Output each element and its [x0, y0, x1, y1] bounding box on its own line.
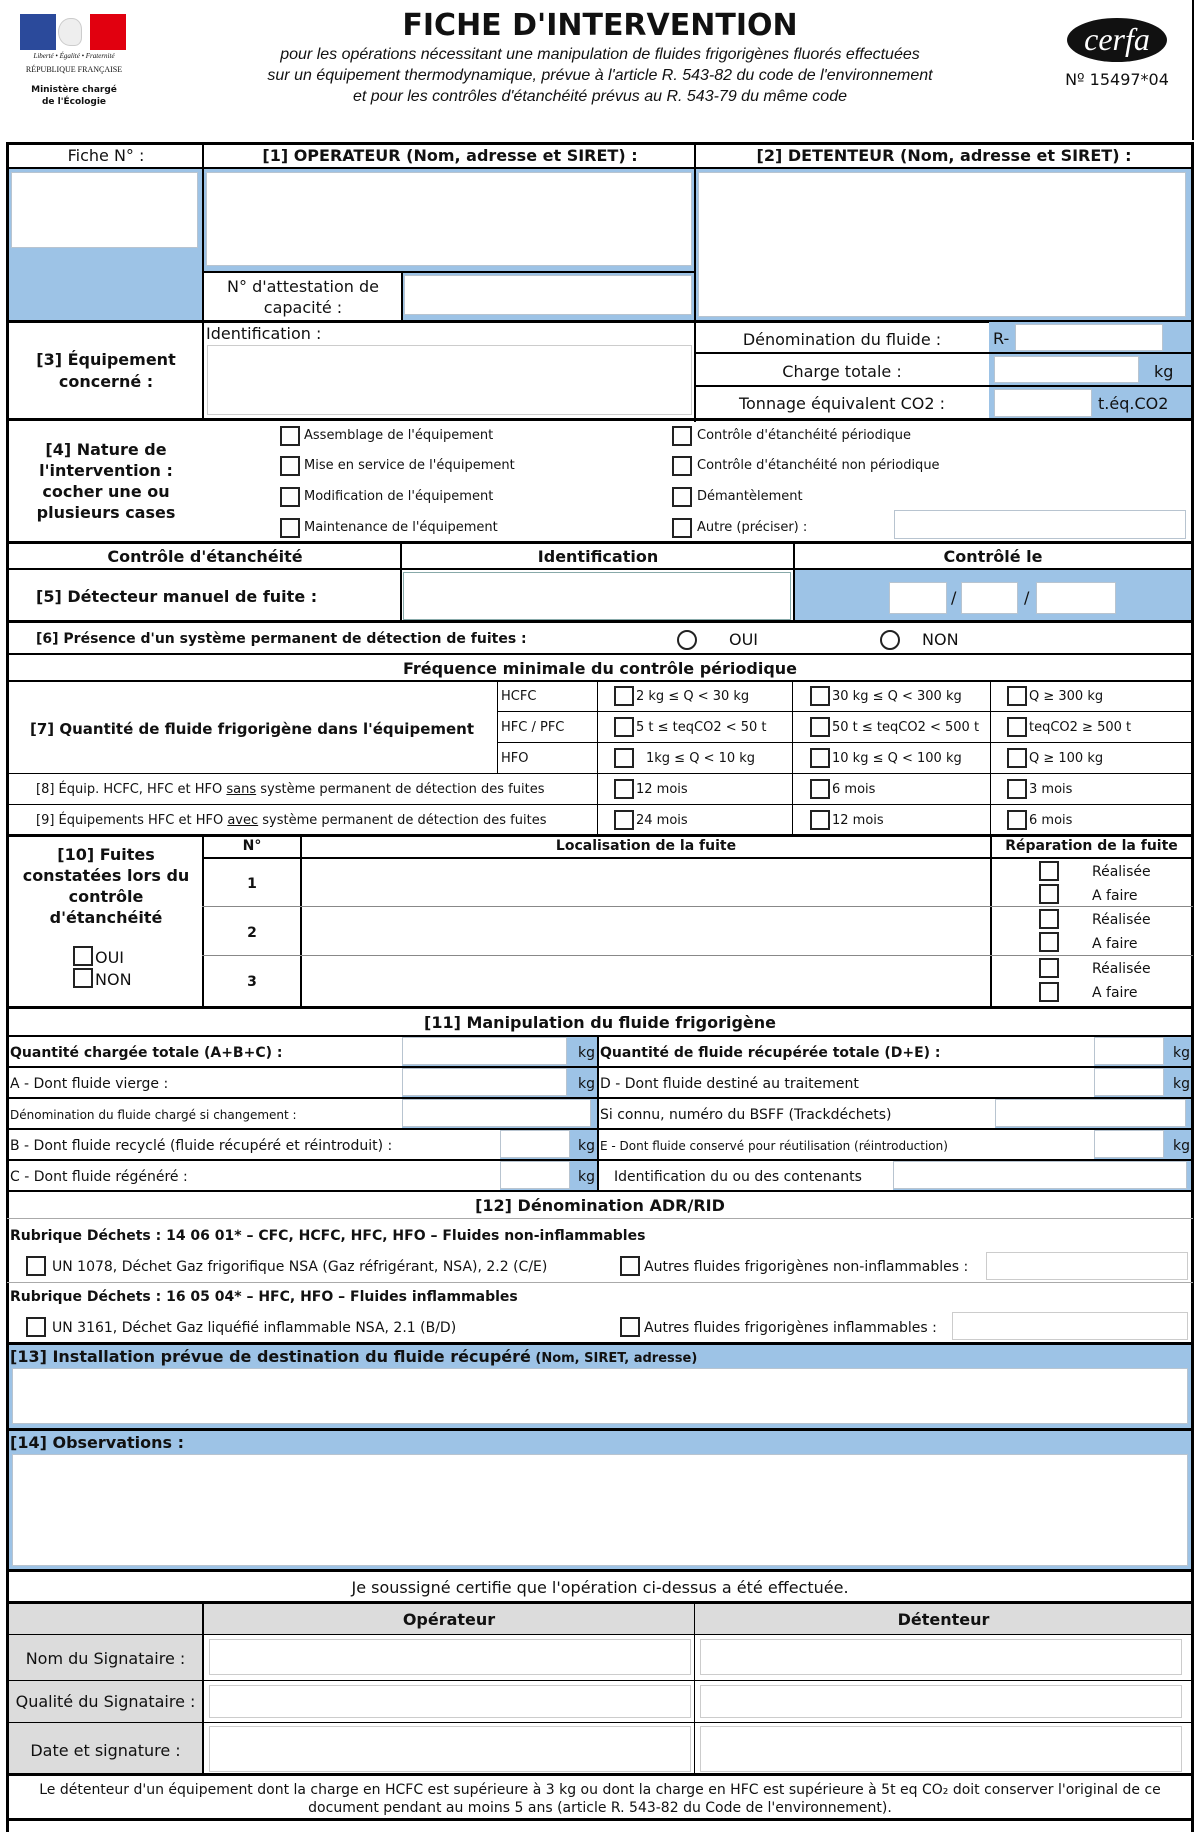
- q8-12-mois-checkbox[interactable]: [614, 779, 634, 799]
- unit-kg: kg: [578, 1138, 595, 1154]
- hcfc-option-3-checkbox[interactable]: [1007, 686, 1027, 706]
- detecteur-identification-input[interactable]: [403, 572, 791, 620]
- date-month-input[interactable]: [961, 582, 1018, 614]
- unit-kg: kg: [578, 1076, 595, 1092]
- demantelement-label: Démantèlement: [697, 489, 803, 504]
- q8-option-2-label: 6 mois: [832, 782, 876, 797]
- manip-label: Si connu, numéro du BSFF (Trackdéchets): [600, 1107, 892, 1123]
- observations-title: [14] Observations :: [10, 1433, 185, 1452]
- maintenance-label: Maintenance de l'équipement: [304, 520, 498, 535]
- hcfc-option-2-checkbox[interactable]: [810, 686, 830, 706]
- fuite-2-realisee-checkbox[interactable]: [1039, 909, 1059, 929]
- manip-label: Quantité de fluide récupérée totale (D+E) :: [600, 1045, 941, 1061]
- q9-label-post: système permanent de détection des fuites: [258, 813, 547, 828]
- fluide-vierge-input[interactable]: [402, 1068, 567, 1096]
- autres-non-inflammables-label: Autres fluides frigorigènes non-inflammables :: [644, 1259, 969, 1275]
- hfc-option-1-checkbox[interactable]: [614, 717, 634, 737]
- date-separator-2: /: [1024, 588, 1030, 607]
- hfo-option-3-label: Q ≥ 100 kg: [1029, 751, 1104, 766]
- date-year-input[interactable]: [1036, 582, 1116, 614]
- fuite-2-a-faire-label: A faire: [1092, 936, 1138, 952]
- fuite-3-a-faire-label: A faire: [1092, 985, 1138, 1001]
- fuites-label-4: d'étanchéité: [49, 908, 163, 927]
- controle-non-periodique-checkbox[interactable]: [672, 456, 692, 476]
- manip-label: E - Dont fluide conservé pour réutilisation (réintroduction): [600, 1139, 948, 1153]
- detecteur-label: [5] Détecteur manuel de fuite :: [36, 587, 318, 606]
- quantite-recuperee-input[interactable]: [1094, 1037, 1164, 1065]
- q8-label-post: système permanent de détection des fuites: [256, 782, 545, 797]
- autre-checkbox[interactable]: [672, 518, 692, 538]
- nature-label-4: plusieurs cases: [36, 503, 176, 522]
- manip-label: Quantité chargée totale (A+B+C) :: [10, 1045, 283, 1061]
- fuite-1-a-faire-checkbox[interactable]: [1039, 884, 1059, 904]
- footer-line-1: Le détenteur d'un équipement dont la charge en HCFC est supérieure à 3 kg ou dont la charge en HFC est supérieure à 5t eq CO₂ doit conserver l'original de ce: [39, 1782, 1161, 1798]
- fluid-type: HFO: [501, 751, 529, 766]
- autre-input[interactable]: [894, 510, 1186, 539]
- mise-en-service-label: Mise en service de l'équipement: [304, 458, 515, 473]
- q8-3-mois-checkbox[interactable]: [1007, 779, 1027, 799]
- fuites-label-3: contrôle: [68, 887, 144, 906]
- systeme-permanent-oui-radio[interactable]: [677, 630, 697, 650]
- date-day-input[interactable]: [889, 582, 947, 614]
- fiche-number-input[interactable]: [11, 172, 198, 248]
- q9-label-avec: avec: [227, 813, 259, 828]
- q8-6-mois-checkbox[interactable]: [810, 779, 830, 799]
- hfo-option-2-checkbox[interactable]: [810, 748, 830, 768]
- cerfa-logo-text: cerfa: [1084, 21, 1150, 57]
- fuite-no: 2: [247, 925, 257, 941]
- tonnage-unit: t.éq.CO2: [1098, 394, 1169, 413]
- logo-republic: RÉPUBLIQUE FRANÇAISE: [25, 65, 123, 74]
- col-detenteur: Détenteur: [897, 1610, 990, 1629]
- operateur-input[interactable]: [206, 172, 692, 266]
- detenteur-qualite-input[interactable]: [700, 1685, 1182, 1718]
- q9-24-mois-checkbox[interactable]: [614, 810, 634, 830]
- manip-label: B - Dont fluide recyclé (fluide récupéré et réintroduit) :: [10, 1138, 393, 1154]
- fluide-input[interactable]: [1015, 324, 1163, 351]
- fuite-3-realisee-checkbox[interactable]: [1039, 958, 1059, 978]
- fuite-1-a-faire-label: A faire: [1092, 888, 1138, 904]
- unit-kg: kg: [578, 1169, 595, 1185]
- autres-inflammables-input[interactable]: [952, 1312, 1188, 1340]
- col-localisation: Localisation de la fuite: [555, 838, 737, 854]
- fluid-type: HCFC: [501, 689, 537, 704]
- signature-row-label: Qualité du Signataire :: [15, 1692, 196, 1711]
- detenteur-signature-input[interactable]: [700, 1726, 1182, 1772]
- hfo-option-1-checkbox[interactable]: [614, 748, 634, 768]
- col-controle-le: Contrôlé le: [943, 547, 1043, 566]
- installation-title: [10, 1347, 697, 1366]
- subtitle-line-1: pour les opérations nécessitant une manipulation de fluides frigorigènes fluorés effectuées: [280, 46, 920, 63]
- controle-periodique-label: Contrôle d'étanchéité périodique: [697, 428, 911, 443]
- unit-kg: kg: [578, 1045, 595, 1061]
- q8-option-3-label: 3 mois: [1029, 782, 1073, 797]
- detenteur-input[interactable]: [698, 172, 1186, 317]
- logo-ministry-2: de l'Écologie: [41, 97, 107, 107]
- manipulation-title: [11] Manipulation du fluide frigorigène: [424, 1013, 776, 1032]
- operateur-qualite-input[interactable]: [209, 1685, 691, 1718]
- fuites-oui-checkbox[interactable]: [73, 946, 93, 966]
- maintenance-checkbox[interactable]: [280, 518, 300, 538]
- assemblage-checkbox[interactable]: [280, 426, 300, 446]
- fuite-localisation-input[interactable]: [302, 907, 990, 955]
- modification-label: Modification de l'équipement: [304, 489, 494, 504]
- subtitle-line-3: et pour les contrôles d'étanchéité prévus au R. 543-79 du même code: [352, 88, 847, 105]
- assemblage-label: Assemblage de l'équipement: [304, 428, 494, 443]
- un3161-label: UN 3161, Déchet Gaz liquéfié inflammable NSA, 2.1 (B/D): [52, 1320, 457, 1336]
- observations-input[interactable]: [12, 1454, 1188, 1566]
- cerfa-number: Nº 15497*04: [1065, 70, 1169, 89]
- hfo-option-1-label: 1kg ≤ Q < 10 kg: [646, 751, 756, 766]
- mise-en-service-checkbox[interactable]: [280, 456, 300, 476]
- operateur-label: [1] OPERATEUR (Nom, adresse et SIRET) :: [262, 146, 638, 165]
- unit-kg: kg: [1173, 1045, 1190, 1061]
- attestation-label-1: N° d'attestation de: [227, 277, 379, 296]
- col-controle-etancheite: Contrôle d'étanchéité: [107, 547, 303, 566]
- hcfc-option-1-checkbox[interactable]: [614, 686, 634, 706]
- fuites-non-label: NON: [95, 970, 132, 989]
- q9-label-pre: [9] Équipements HFC et HFO: [36, 813, 228, 828]
- fluide-charge-denomination-input[interactable]: [402, 1099, 591, 1127]
- fuite-1-realisee-label: Réalisée: [1092, 864, 1151, 880]
- installation-input[interactable]: [12, 1368, 1188, 1424]
- autres-non-inflammables-checkbox[interactable]: [620, 1256, 640, 1276]
- attestation-label-2: capacité :: [263, 298, 343, 317]
- manip-label: Dénomination du fluide chargé si changement :: [10, 1108, 297, 1122]
- q9-option-2-label: 12 mois: [832, 813, 884, 828]
- charge-input[interactable]: [994, 356, 1139, 383]
- fuite-no: 3: [247, 974, 257, 990]
- republique-francaise-logo: [18, 14, 130, 114]
- date-separator-1: /: [951, 588, 957, 607]
- fuite-no: 1: [247, 876, 257, 892]
- fuite-1-realisee-checkbox[interactable]: [1039, 861, 1059, 881]
- signature-row-label: Date et signature :: [30, 1741, 181, 1760]
- fuites-oui-label: OUI: [95, 948, 125, 967]
- subtitle-line-2: sur un équipement thermodynamique, prévue à l'article R. 543-82 du code de l'environnement: [267, 67, 933, 84]
- fuite-localisation-input[interactable]: [302, 956, 990, 1006]
- demantelement-checkbox[interactable]: [672, 487, 692, 507]
- hfc-option-1-label: 5 t ≤ teqCO2 < 50 t: [636, 720, 767, 735]
- page-title: FICHE D'INTERVENTION: [402, 8, 798, 43]
- operateur-nom-input[interactable]: [209, 1639, 691, 1675]
- fluide-recycle-input[interactable]: [500, 1130, 570, 1158]
- q9-option-1-label: 24 mois: [636, 813, 688, 828]
- charge-label: Charge totale :: [782, 362, 902, 381]
- q9-label: [36, 813, 546, 828]
- autres-inflammables-checkbox[interactable]: [620, 1317, 640, 1337]
- fuite-3-a-faire-checkbox[interactable]: [1039, 982, 1059, 1002]
- q8-option-1-label: 12 mois: [636, 782, 688, 797]
- manip-label: D - Dont fluide destiné au traitement: [600, 1076, 859, 1092]
- manip-label: A - Dont fluide vierge :: [10, 1076, 169, 1092]
- q9-6-mois-checkbox[interactable]: [1007, 810, 1027, 830]
- autre-label: Autre (préciser) :: [697, 520, 808, 535]
- hcfc-option-2-label: 30 kg ≤ Q < 300 kg: [832, 689, 962, 704]
- quantite-chargee-input[interactable]: [402, 1037, 567, 1065]
- col-reparation: Réparation de la fuite: [1005, 838, 1178, 854]
- fuite-2-a-faire-checkbox[interactable]: [1039, 932, 1059, 952]
- q7-label: [7] Quantité de fluide frigorigène dans l'équipement: [29, 720, 475, 738]
- installation-title-small: (Nom, SIRET, adresse): [530, 1351, 698, 1366]
- hfc-option-3-checkbox[interactable]: [1007, 717, 1027, 737]
- systeme-permanent-non-radio[interactable]: [880, 630, 900, 650]
- header-right-rule: [1192, 0, 1194, 140]
- fluid-type: HFC / PFC: [501, 720, 565, 735]
- logo-motto: Liberté • Égalité • Fraternité: [33, 52, 115, 60]
- detenteur-label: [2] DETENTEUR (Nom, adresse et SIRET) :: [756, 146, 1132, 165]
- certify-text: Je soussigné certifie que l'opération ci-dessus a été effectuée.: [351, 1578, 849, 1597]
- col-identification: Identification: [537, 547, 659, 566]
- fluide-reutilisation-input[interactable]: [1094, 1130, 1164, 1158]
- fluide-prefix: R-: [993, 329, 1010, 348]
- q9-12-mois-checkbox[interactable]: [810, 810, 830, 830]
- footer-line-2: document pendant au moins 5 ans (article R. 543-82 du Code de l'environnement).: [308, 1800, 892, 1816]
- charge-unit: kg: [1154, 362, 1174, 381]
- identification-label: Identification :: [206, 324, 322, 343]
- hfc-option-3-label: teqCO2 ≥ 500 t: [1029, 720, 1132, 735]
- hfo-option-2-label: 10 kg ≤ Q < 100 kg: [832, 751, 962, 766]
- hcfc-option-3-label: Q ≥ 300 kg: [1029, 689, 1104, 704]
- autres-inflammables-label: Autres fluides frigorigènes inflammables :: [644, 1320, 937, 1336]
- contenants-input[interactable]: [893, 1161, 1187, 1189]
- systeme-permanent-oui-label: OUI: [729, 630, 759, 649]
- nature-label-2: l'intervention :: [39, 461, 173, 480]
- rubrique-2: Rubrique Déchets : 16 05 04* – HFC, HFO – Fluides inflammables: [10, 1289, 518, 1305]
- rubrique-1: Rubrique Déchets : 14 06 01* – CFC, HCFC, HFC, HFO – Fluides non-inflammables: [10, 1228, 646, 1244]
- manip-label: C - Dont fluide régénéré :: [10, 1169, 188, 1185]
- unit-kg: kg: [1173, 1138, 1190, 1154]
- un3161-checkbox[interactable]: [26, 1317, 46, 1337]
- logo-ministry-1: Ministère chargé: [31, 85, 117, 95]
- nature-label-3: cocher une ou: [42, 482, 170, 501]
- systeme-permanent-label: [6] Présence d'un système permanent de détection de fuites :: [36, 631, 527, 647]
- tonnage-input[interactable]: [994, 389, 1092, 417]
- adr-title: [12] Dénomination ADR/RID: [475, 1196, 725, 1215]
- q9-option-3-label: 6 mois: [1029, 813, 1073, 828]
- installation-title-main: [13] Installation prévue de destination du fluide récupéré: [10, 1347, 531, 1366]
- hfc-option-2-label: 50 t ≤ teqCO2 < 500 t: [832, 720, 980, 735]
- fuites-label-1: [10] Fuites: [57, 845, 155, 864]
- unit-kg: kg: [1173, 1076, 1190, 1092]
- marianne-flag-icon: [20, 14, 126, 50]
- fuites-label-2: constatées lors du: [22, 866, 190, 885]
- fuites-non-checkbox[interactable]: [73, 968, 93, 988]
- hfc-option-2-checkbox[interactable]: [810, 717, 830, 737]
- cerfa-logo: [1067, 18, 1167, 62]
- fluide-regenere-input[interactable]: [500, 1161, 570, 1189]
- un1078-label: UN 1078, Déchet Gaz frigorifique NSA (Gaz réfrigérant, NSA), 2.2 (C/E): [52, 1259, 548, 1275]
- col-no: N°: [242, 838, 262, 854]
- manip-label: Identification du ou des contenants: [614, 1169, 862, 1185]
- q8-label: [36, 782, 544, 797]
- hfo-option-3-checkbox[interactable]: [1007, 748, 1027, 768]
- attestation-input[interactable]: [404, 275, 692, 315]
- un1078-checkbox[interactable]: [26, 1256, 46, 1276]
- fluide-label: Dénomination du fluide :: [742, 330, 942, 349]
- fiche-label: Fiche N° :: [67, 146, 145, 165]
- autres-non-inflammables-input[interactable]: [986, 1252, 1188, 1280]
- signature-row-label: Nom du Signataire :: [25, 1649, 186, 1668]
- controle-non-periodique-label: Contrôle d'étanchéité non périodique: [697, 458, 940, 473]
- nature-label-1: [4] Nature de: [45, 440, 167, 459]
- fuite-2-realisee-label: Réalisée: [1092, 912, 1151, 928]
- q8-label-sans: sans: [226, 782, 257, 797]
- bsff-number-input[interactable]: [995, 1099, 1186, 1127]
- hcfc-option-1-label: 2 kg ≤ Q < 30 kg: [636, 689, 750, 704]
- q8-label-pre: [8] Équip. HCFC, HFC et HFO: [36, 782, 227, 797]
- equipement-identification-input[interactable]: [207, 345, 692, 415]
- equipement-label-1: [3] Équipement: [36, 350, 176, 369]
- fuite-localisation-input[interactable]: [302, 859, 990, 906]
- tonnage-label: Tonnage équivalent CO2 :: [738, 394, 946, 413]
- detenteur-nom-input[interactable]: [700, 1639, 1182, 1675]
- fluide-traitement-input[interactable]: [1094, 1068, 1164, 1096]
- frequence-title: Fréquence minimale du contrôle périodique: [402, 659, 798, 678]
- operateur-signature-input[interactable]: [209, 1726, 691, 1772]
- controle-periodique-checkbox[interactable]: [672, 426, 692, 446]
- equipement-label-2: concerné :: [58, 372, 154, 391]
- modification-checkbox[interactable]: [280, 487, 300, 507]
- fuite-3-realisee-label: Réalisée: [1092, 961, 1151, 977]
- systeme-permanent-non-label: NON: [922, 630, 959, 649]
- col-operateur: Opérateur: [402, 1610, 496, 1629]
